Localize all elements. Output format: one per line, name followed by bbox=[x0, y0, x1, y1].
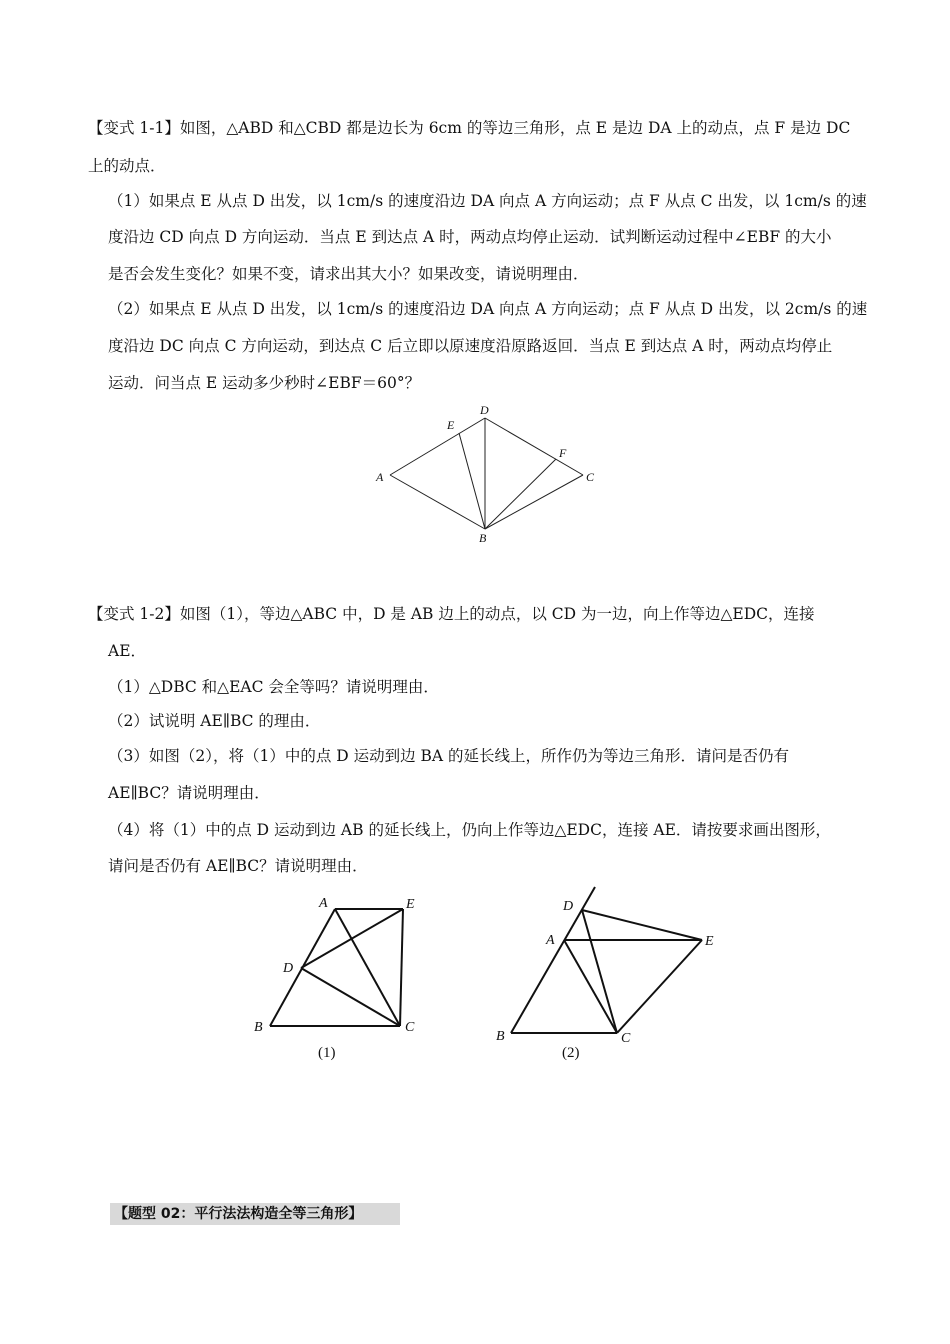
segment-DC bbox=[485, 418, 583, 475]
label-E: E bbox=[447, 418, 455, 432]
problem2-line1: 【变式 1-2】如图（1），等边△ABC 中，D 是 AB 边上的动点，以 CD 为一边，向上作等边△EDC，连接 bbox=[88, 605, 815, 623]
segment-EC bbox=[400, 909, 403, 1026]
problem1-part2-b: 度沿边 DC 向点 C 方向运动，到达点 C 后立即以原速度沿原路返回．当点 E 到达点 A 时，两动点均停止 bbox=[108, 337, 833, 355]
problem1-part2-a: （2）如果点 E 从点 D 出发，以 1cm/s 的速度沿边 DA 向点 A 方向运动；点 F 从点 D 出发，以 2cm/s 的速 bbox=[108, 300, 868, 318]
fig1-label-E: E bbox=[406, 897, 415, 912]
problem1-part2-c: 运动．问当点 E 运动多少秒时∠EBF＝60°？ bbox=[108, 374, 421, 392]
segment-AD bbox=[390, 418, 485, 475]
segment-CB bbox=[485, 475, 583, 529]
segment-DC bbox=[582, 910, 617, 1033]
label-B: B bbox=[479, 531, 487, 545]
segment-BD-extended bbox=[511, 887, 595, 1033]
rhombus-figure bbox=[370, 398, 610, 548]
fig1-label-A: A bbox=[319, 896, 328, 911]
section-header bbox=[110, 1203, 400, 1225]
problem1-part1-c: 是否会发生变化？如果不变，请求出其大小？如果改变，请说明理由． bbox=[108, 265, 589, 283]
problem2-line2: AE． bbox=[108, 642, 147, 660]
segment-DE bbox=[301, 909, 403, 968]
figure-2 bbox=[490, 885, 730, 1045]
problem2-q4-b: 请问是否仍有 AE∥BC？请说明理由． bbox=[108, 857, 368, 875]
problem2-q3-a: （3）如图（2），将（1）中的点 D 运动到边 BA 的延长线上，所作仍为等边三角形．请问是否仍有 bbox=[108, 747, 790, 765]
problem2-q1: （1）△DBC 和△EAC 会全等吗？请说明理由． bbox=[108, 678, 439, 696]
problem1-line2: 上的动点． bbox=[88, 157, 166, 175]
problem1-line1: 【变式 1-1】如图，△ABD 和△CBD 都是边长为 6cm 的等边三角形，点 E 是边 DA 上的动点，点 F 是边 DC bbox=[88, 119, 851, 137]
fig2-label-D: D bbox=[563, 899, 574, 914]
segment-AC bbox=[335, 909, 400, 1026]
figure-1 bbox=[245, 890, 435, 1040]
label-F: F bbox=[559, 446, 567, 460]
fig2-label-B: B bbox=[496, 1029, 505, 1044]
fig1-caption: (1) bbox=[318, 1045, 336, 1061]
segment-FB bbox=[485, 459, 556, 529]
segment-EB bbox=[459, 433, 485, 529]
fig1-label-B: B bbox=[254, 1020, 263, 1035]
problem1-part1-a: （1）如果点 E 从点 D 出发，以 1cm/s 的速度沿边 DA 向点 A 方向运动；点 F 从点 C 出发，以 1cm/s 的速 bbox=[108, 192, 867, 210]
fig2-label-A: A bbox=[546, 933, 555, 948]
fig1-label-D: D bbox=[283, 961, 294, 976]
problem2-q3-b: AE∥BC？请说明理由． bbox=[108, 784, 270, 802]
segment-DC bbox=[301, 968, 400, 1026]
problem1-part1-b: 度沿边 CD 向点 D 方向运动．当点 E 到达点 A 时，两动点均停止运动．试判断运动过程中∠EBF 的大小 bbox=[108, 228, 832, 246]
section-header-text: 【题型 02：平行法法构造全等三角形】 bbox=[114, 1206, 363, 1222]
label-D: D bbox=[480, 403, 489, 417]
fig1-label-C: C bbox=[405, 1020, 415, 1035]
segment-DE bbox=[582, 910, 702, 940]
fig2-label-E: E bbox=[705, 934, 714, 949]
segment-AC bbox=[564, 940, 617, 1033]
fig2-label-C: C bbox=[621, 1031, 631, 1045]
segment-EC bbox=[617, 940, 702, 1033]
label-A: A bbox=[376, 470, 384, 484]
label-C: C bbox=[586, 470, 595, 484]
segment-BA bbox=[390, 475, 485, 529]
fig2-caption: (2) bbox=[562, 1045, 580, 1061]
problem2-q4-a: （4）将（1）中的点 D 运动到边 AB 的延长线上，仍向上作等边△EDC，连接 AE．请按要求画出图形， bbox=[108, 821, 831, 839]
problem2-q2: （2）试说明 AE∥BC 的理由． bbox=[108, 712, 321, 730]
